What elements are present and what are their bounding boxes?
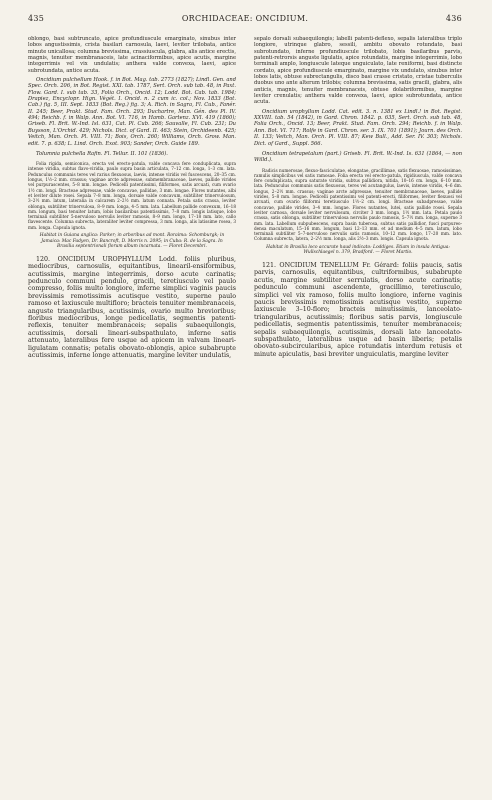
synonymy-citation: Oncidium pulchellum Hook. f. in Bot. Mag. tab. 2773 (1827); Lindl. Gen. and Spec. Orch. 206, in Bot. Regist. XXI. tab. 1787, Sert. Orch. sub tab. 48, in Paxt. Flow. Gard. I. sub tab. 33, Folia Orch., Oncid. 12; Lodd. Bot. Cab. tab. 1984; Drapiez, Encyclopr. Hign. Végét. I. Oncid. n. 2 cum ic. col.; Nov. 1833 (Bot. Cab.) fig. 5, III. Sept. 1833 (Bot. Reg.) fig. 3; A. Rich. in Sagra, Fl. Cub., Fanér. II. 245; Beer, Prakt. Stud. Fam. Orch. 293; Duchartre, Man. Gén. des Pl. IV. 494; Reichb. f. in Walp. Ann. Bot. VI. 716, in Hamb. Gartenz. XVI. 419 (1860); Griseb. Fl. Brit. W.-Ind. Isl. 631, Cat. Pl. Cub. 266; Sauvalle, Fl. Cub. 231; Du Buysson, L'Orchid. 429; Nichols. Dict. of Gard. II. 463; Stein, Orchideenb. 425; Veitch, Man. Orch. Pl. VIII. 71; Bois, Orch. 260; Williams, Orch. Grow. Man. edit. 7. p. 638; L. Lind. Orch. Exot. 903; Sander, Orch. Guide 189. (28, 77, 236, 147)
synonymy-citation: Oncidium urophyllum Lodd. Cat. edit. 3. n. 1381 ex Lindl.! in Bot. Regist. XXVIII. tab. 54 (1842), in Gard. Chron. 1842. p. 635, Sert. Orch. sub tab. 48, Folia Orch., Oncid. 13; Beer, Prakt. Stud. Fam. Orch. 294; Reichb. f. in Walp. Ann. Bot. VI. 717; Rolfe in Gard. Chron. ser. 3. IX. 701 (1891); Journ. des Orch. II. 133; Veitch, Man. Orch. Pl. VIII. 87; Kew Bull., Add. Ser. IV. 303; Nichols. Dict. of Gard., Suppl. 566. (254, 108, 462, 147)
left-column (28, 36, 236, 363)
description-paragraph: sepalo dorsali subaequilongis; labelli patenti-deflexo, sepalis lateralibus triplo longiore, utrinque glabro, sessili, ambitu obovato rotundato, basi subrotundato, inferne profundiuscule trilobato, lobis basilaribus parvis, patenti-retrorsis anguste ligulatis, apice rotundatis, margine integerrimis, lobo terminali amplo, longiuscule lateque unguiculato, late reniformi, basi distincte cordato, apice profundiuscule emarginato, margine vix undulato, sinubus inter lobos latis, obtuse subrectangulis, disco basi crasse cristato, cristae tuberculis duobus uno ante alterum trilobis; columna brevissima, satis gracili, glabra, alis anticis, magnis, tenuiter membranaceis, obtuse dolabriformibus, margine leviter crenulatis; anthera valde convexa, laevi, apice subrotundata, antice acuta. (254, 36, 462, 106)
habitat-note: Habitat in Brasilia loco accurate haud indicato: Loddiges. Etiam in insula Antigua: Wullschlaegel n. 379, Bradford. — Floret Martio. (266, 244, 450, 256)
species-entry-120: 120. ONCIDIUM UROPHYLLUM Lodd. foliis pluribus, mediocribus, carnosulis, equitantibus, linearil-ensiformibus, acutissimis, margine integerrimis, dorso acute carinatis; pedunculo communi pendulo, gracili, teretiusculo vel paulo compresso, foliis multo longiore, inferne simplici vaginis paucis brevissimis remotissimis acutisque vestito, superne paulo ramoso et laxiuscule multifloro; bracteis tenuiter membranaceis, anguste triangularibus, acutissimis, ovario multo brevioribus; floribus mediocribus, longe pedicellatis, segmentis patenti-reflexis, tenuiter membranaceis; sepalis subaequilongis, acutissimis, dorsali lineari-subspathulato, inferne satis attenuato, lateralibus fere usque ad apicem in valvam lineari-ligulatam connatis; petalis obovato-oblongis, apice subabrupte acutissimis, inferne longe attenuatis, margine leviter undulatis, (28, 255, 236, 360)
species-entry-121: 121. ONCIDIUM TENELLUM Fr. Gérard: foliis paucis, satis parvis, carnosulis, equitantibus, cultriformibus, subabrupte acutis, margine subtiliter serrulatis, dorso acute carinatis; pedunculo communi ascendente, gracillimo, teretiusculo, simplici vel vix ramoso, foliis multo longiore, inferne vaginis paucis brevissimis remotissimis acutisque vestito, superne laxiuscule 3–10-floro; bracteis minutissimis, lanceolato-triangularibus, acutissimis; floribus satis parvis, longiuscule pedicellatis, segmentis patentissimis, tenuiter membranaceis; sepalis subaequilongis, acutissimis, dorsali late lanceolato-subspathulato, lateralibus usque ad basin liberis; petalis obovato-subcircularibus, apice rotundatis interdum retusis et minute apiculatis, basi breviter unguiculatis, margine leviter (254, 261, 462, 358)
running-header (28, 14, 462, 28)
habitat-note: Habitat in Guiana anglica: Parker; in arboribus ad mont. Roraima: Schomburgk; in Jamaica: Mac Fadyen, Dr. Bancroft, D. Morris n. 2095; in Cuba: R. de la Sagra. In Brasilia septentrionali florum album incarnata. — Floret Decembri. (39, 233, 225, 250)
right-column (254, 36, 462, 361)
detailed-description: Folia rigida, semiconica, erecta vel erecto-patula, valde concava fere conduplicata, supra intense viridia, subtus flavo-viridia, paulo supra basin articulata, 7–12 cm. longa, 1–3 cm. lata. Pedunculus communis teres vel rarius flexuosus, laevis, intense viridis vel fuscescens, 20–35 cm. longus, 1½–2 mm. crassus; vaginae arcte adpressae, submembranaceae, laeves, pallide virides vel purpurascentes, 5–8 mm. longae. Pedicelli patentissimi, filiformes, satis arcuati, cum ovario 1½ cm. longi. Bracteae adpressae, valde concavae, pallidae, 3 mm. longae. Flores nutantes, albi et leviter dilute rosei. Sepala 7–8 mm. longa, dorsale valde concavum, subtiliter trinervulosum, 3–2½ mm. latum, lateralia in calcarem 2–2½ mm. latum connata. Petala satis crassa, leviter oblonga, subtiliter trinervulosa, 8–9 mm. longa, 4–5 mm. lata. Labellum pallide convexum, 16–18 mm. longum, basi tenuiter latum, lobis basilaribus patentissimis, 7–8 mm. longis latisque, lobo terminali subtiliter 5-nervuloso nervulis leviter ramosis, 8–9 mm. longo, 17–18 mm. lato, callo flavescente. Columna subrecta, lateraliter leviter compressa, 3 mm. longa, alis latissime rosea, 3 mm. longa. Capsula ignota. (28, 161, 236, 230)
synonymy-citation-secondary: Oncidium tetrapetalum (part.) Griseb. Fl. Brit. W.-Ind. Is. 631 (1864, — non Willd.). (254, 150, 462, 164)
running-title: ORCHIDACEAE: ONCIDIUM. (181, 14, 309, 23)
page-number-right: 436 (445, 14, 462, 23)
page-number-left: 435 (28, 14, 45, 23)
synonymy-citation-secondary: Tolumnia pulchella Rafin. Fl. Tellur. II. 101 (1836). (36, 150, 168, 157)
description-paragraph: oblongo, basi subtruncato, apice profundiuscule emarginato, sinubus inter lobos angustissimis, crista basilari carnosula, laevi, leviter trilobata, antice minute unicallosa; columna brevissima, crassiuscula, glabra, alis antice erectis, magnis, tenuiter membranaceis, late acinaciformibus, apice acutis, margine integerrimis vel vix undulatis; anthera valde convexa, laevi, apice subrotundata, antice acuta. (28, 36, 237, 74)
detailed-description: Radicis numerosae, flexuo-fasciculatae, elongatae, gracillimae, satis flexuosae, ramosissimae, ramulis simplicibus vel satis ramosae. Folia erecta vel erecto-patula, rigidiuscula, valde concava fere conduplicata, supra saturate viridia, subtus pallidiora, nitida, 10–16 cm. longa, 6–10 mm. lata. Pedunculus communis satis flexuosus, teres vel acutangulus, laevis, intense viridis, 4–6 dm. longus, 2–2½ mm. crassus; vaginae arcte adpressae, tenuiter membranaceae, laeves, pallide virides, 5–8 mm. longae. Pedicelli patentissimi vel patenti-erecti, filiformes, leviter flexuosi vel arcuati, cum ovario filiformi teretiusculo 1½–2 cm. longi. Bracteae subadpressae, valde concavae, pallide virides, 3–4 mm. longae. Flores nutantes, lutei, satis pallide rosei. Sepala leviter carnosa, dorsale leviter nervulosum, circiter 3 mm. longa, 1½ mm. lata. Petala paulo crassa, satis oblonga, subtiliter trinervulosa nervulis paulo ramosis, 5–7½ mm. longa, superne 3 mm. lata. Labellum subpubescens, supra basin tuberosa, subtus satis pallidior, fusci purpureo-densa maculatum, 15–16 mm. longum, basi 12–13 mm. et ad medium 4–5 mm. latum, lobo terminali subtiliter 5–7-nervuloso nervulis satis ramosis, 10–12 mm. longo, 17–20 mm. lato. Columna subrecta, latera, 2–2½ mm. longa, alis 2½–3 mm. longis. Capsula ignota. (254, 167, 462, 242)
